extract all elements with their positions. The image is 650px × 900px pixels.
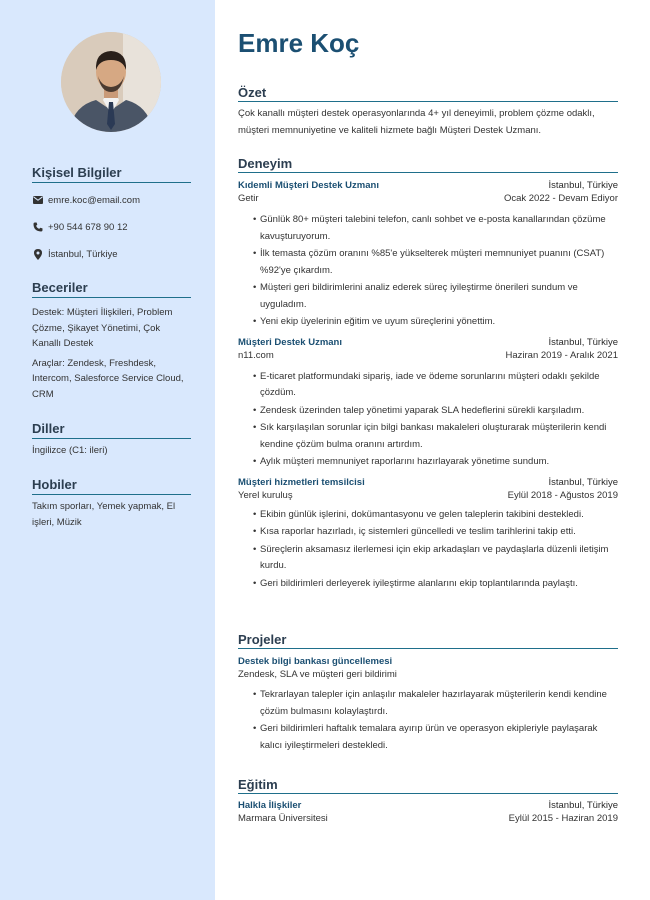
mail-icon — [32, 194, 44, 206]
project-entry — [238, 656, 618, 754]
job-subheader — [238, 490, 618, 504]
education-location: İstanbul, Türkiye — [548, 800, 618, 811]
project-subheader — [238, 669, 618, 683]
project-header — [238, 656, 618, 669]
job-title: Kıdemli Müşteri Destek Uzmanı — [238, 180, 379, 191]
job-bullet: • Yeni ekip üyelerinin eğitim ve uyum süreçlerini yönettim. — [254, 314, 618, 331]
job-header — [238, 477, 618, 490]
education-entry — [238, 800, 618, 827]
languages-text: İngilizce (C1: ileri) — [32, 445, 108, 456]
candidate-name: Emre Koç — [238, 28, 360, 58]
education-section — [238, 777, 618, 827]
job-dates: Eylül 2018 - Ağustos 2019 — [507, 489, 618, 501]
languages-section — [32, 421, 191, 459]
projects-heading: Projeler — [238, 632, 618, 649]
job-subheader — [238, 350, 618, 364]
job-bullet: • E-ticaret platformundaki sipariş, iade ve ödeme sorunlarını müşteri odaklı şekilde çözdüm. — [254, 369, 618, 402]
job-entry — [238, 180, 618, 331]
location-row — [32, 248, 191, 260]
hobbies-text: Takım sporları, Yemek yapmak, El işleri, Müzik — [32, 501, 176, 528]
job-bullets — [254, 212, 618, 331]
job-subheader — [238, 193, 618, 207]
languages-heading: Diller — [32, 421, 191, 439]
personal-info-heading: Kişisel Bilgiler — [32, 165, 191, 183]
job-dates: Ocak 2022 - Devam Ediyor — [503, 193, 618, 204]
phone-row[interactable] — [32, 221, 191, 233]
skills-section — [32, 280, 191, 402]
education-degree: Halkla İlişkiler — [238, 800, 302, 811]
hobbies-section — [32, 477, 191, 530]
project-bullet: • Geri bildirimleri haftalık temalara ayırıp ürün ve operasyon ekipleriyle paylaşarak kalıcı iyileştirmeleri destekledi. — [254, 721, 618, 754]
email-text[interactable]: emre.koc@email.com — [48, 194, 140, 206]
location-text: İstanbul, Türkiye — [48, 248, 118, 260]
personal-info-section — [32, 165, 191, 260]
phone-icon — [32, 221, 44, 233]
skills-heading: Beceriler — [32, 280, 191, 298]
job-bullet: • Süreçlerin aksamasız ilerlemesi için ekip arkadaşları ve paydaşlarla düzenli iletişim kurdu. — [254, 542, 618, 575]
tools-text: Araçlar: Zendesk, Freshdesk, Intercom, Salesforce Service Cloud, CRM — [32, 357, 184, 400]
projects-section — [238, 632, 618, 755]
summary-section — [238, 85, 618, 139]
education-header — [238, 800, 618, 813]
job-bullet: • İlk temasta çözüm oranını %85'e yükselterek müşteri memnuniyet puanını (CSAT) %92'ye çıkardım. — [254, 246, 618, 279]
job-bullet: • Sık karşılaşılan sorunlar için bilgi bankası makaleleri oluşturarak müşterilerin kendi kendine çözüm bulma oranını artırdım. — [254, 420, 618, 453]
education-school: Marmara Üniversitesi — [238, 813, 328, 824]
sidebar — [0, 0, 215, 900]
job-location: İstanbul, Türkiye — [548, 336, 618, 348]
job-bullet: • Geri bildirimleri derleyerek iyileştirme alanlarını ekip toplantılarında paylaştı. — [254, 576, 618, 593]
hobbies-heading: Hobiler — [32, 477, 191, 495]
avatar — [61, 32, 161, 132]
education-heading: Eğitim — [238, 777, 618, 794]
job-bullet: • Günlük 80+ müşteri talebini telefon, canlı sohbet ve e-posta kanallarından çözüme kavuşturuyorum. — [254, 212, 618, 245]
email-row[interactable] — [32, 194, 191, 206]
job-location: İstanbul, Türkiye — [548, 476, 618, 488]
job-bullet: • Kısa raporlar hazırladı, iç sistemleri güncelledi ve teslim tarihlerini takip etti. — [254, 524, 618, 541]
job-header — [238, 180, 618, 193]
profile-photo — [61, 32, 161, 132]
job-entry — [238, 337, 618, 471]
job-entry — [238, 477, 618, 593]
location-pin-icon — [32, 248, 44, 260]
project-bullets — [254, 687, 618, 754]
job-bullet: • Zendesk üzerinden talep yönetimi yaparak SLA hedeflerini sürekli karşıladım. — [254, 403, 618, 420]
job-company: Getir — [238, 193, 259, 204]
education-subheader — [238, 813, 618, 827]
job-dates: Haziran 2019 - Aralık 2021 — [505, 349, 618, 361]
job-bullet: • Ekibin günlük işlerini, dokümantasyonu ve gelen taleplerin takibini destekledi. — [254, 507, 618, 524]
project-title: Destek bilgi bankası güncellemesi — [238, 656, 393, 667]
job-bullet: • Müşteri geri bildirimlerini analiz ederek süreç iyileştirme önerileri sundum ve uyguladım. — [254, 280, 618, 313]
job-company: n11.com — [238, 349, 274, 361]
job-bullet: • Aylık müşteri memnuniyet raporlarını hazırlayarak yönetime sundum. — [254, 454, 618, 471]
education-dates: Eylül 2015 - Haziran 2019 — [508, 813, 618, 824]
summary-heading: Özet — [238, 85, 618, 102]
project-bullet: • Tekrarlayan talepler için anlaşılır makaleler hazırlayarak müşterilerin kendi kendine çözüm bulmasını kolaylaştırdı. — [254, 687, 618, 720]
job-title: Müşteri Destek Uzmanı — [238, 336, 343, 348]
project-subtitle: Zendesk, SLA ve müşteri geri bildirimi — [238, 669, 397, 680]
job-title: Müşteri hizmetleri temsilcisi — [238, 476, 365, 488]
phone-text[interactable]: +90 544 678 90 12 — [48, 221, 128, 233]
job-header — [238, 337, 618, 350]
experience-heading: Deneyim — [238, 156, 618, 173]
job-bullets — [254, 369, 618, 471]
summary-text: Çok kanallı müşteri destek operasyonlarında 4+ yıl deneyimli, problem çözme odaklı, müşteri memnuniyetine ve kaliteli hizmete bağlı Müşteri Destek Uzmanı. — [238, 108, 595, 136]
job-company: Yerel kuruluş — [238, 489, 293, 501]
skills-text: Destek: Müşteri İlişkileri, Problem Çözme, Şikayet Yönetimi, Çok Kanallı Destek — [32, 307, 173, 349]
job-bullets — [254, 507, 618, 593]
experience-section — [238, 156, 618, 593]
job-location: İstanbul, Türkiye — [548, 180, 618, 191]
